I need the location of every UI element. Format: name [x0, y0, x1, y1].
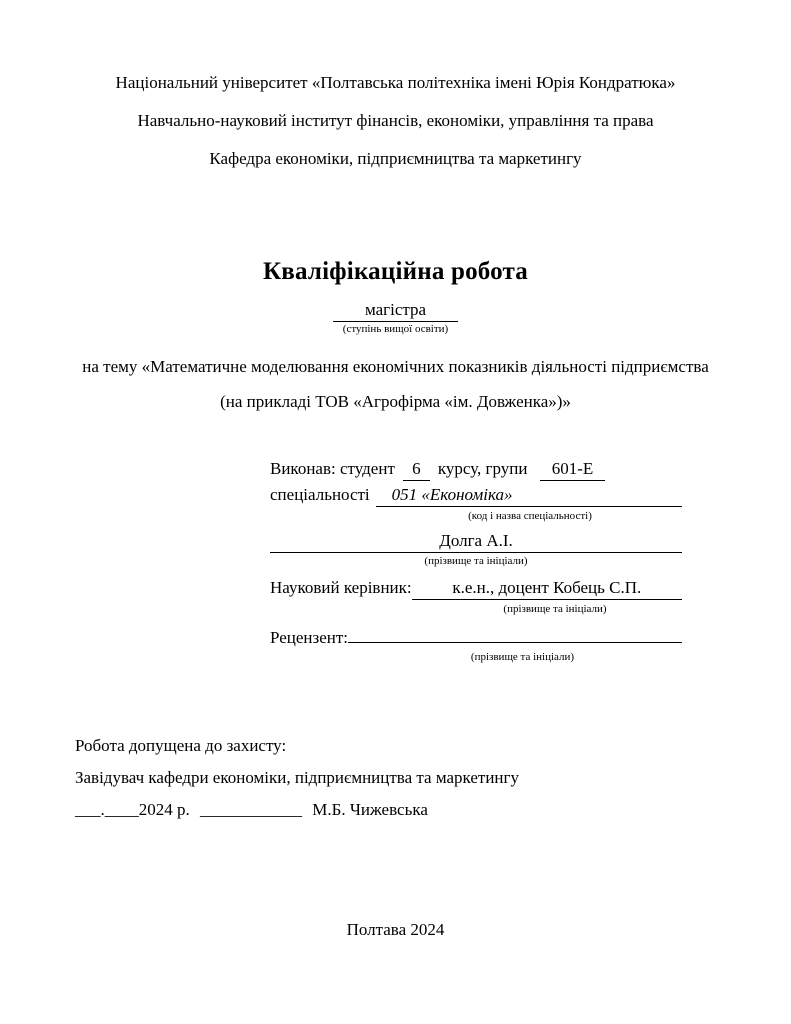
- degree-caption: (ступінь вищої освіти): [342, 323, 449, 335]
- signature-blank: ____________: [200, 800, 302, 819]
- course-suffix-label: курсу, групи: [437, 459, 528, 478]
- supervisor-label: Науковий керівник:: [270, 578, 412, 597]
- document-header: [0, 72, 791, 186]
- supervisor-caption: (прізвище та ініціали): [503, 603, 607, 615]
- reviewer-label: Рецензент:: [270, 628, 349, 647]
- executor-block: [270, 458, 682, 664]
- performed-label: Виконав: студент: [270, 459, 395, 478]
- degree-level: магістра: [333, 299, 458, 322]
- topic-line-1: на тему «Математичне моделювання економічних показників діяльності підприємства: [82, 357, 709, 376]
- specialty-label: спеціальності: [270, 485, 370, 504]
- reviewer-blank-line: [348, 641, 682, 643]
- topic-block: [0, 356, 791, 413]
- supervisor-row: [270, 577, 682, 600]
- student-name-caption: (прізвище та ініціали): [424, 555, 528, 567]
- performed-row: [270, 458, 682, 481]
- reviewer-row: [270, 627, 682, 648]
- admission-date-line: [75, 794, 731, 826]
- admission-line-2: Завідувач кафедри економіки, підприємництва та маркетингу: [75, 768, 520, 787]
- department-name: Кафедра економіки, підприємництва та маркетингу: [209, 149, 582, 168]
- admission-line-1: Робота допущена до захисту:: [75, 736, 287, 755]
- city-year: Полтава 2024: [346, 920, 445, 939]
- institute-name: Навчально-науковий інститут фінансів, економіки, управління та права: [137, 111, 654, 130]
- degree-row: [0, 299, 791, 322]
- reviewer-caption: (прізвище та ініціали): [470, 651, 575, 663]
- specialty-caption: (код і назва спеціальності): [468, 510, 592, 522]
- department-head-name: М.Б. Чижевська: [312, 800, 428, 819]
- admission-block: [75, 730, 731, 826]
- work-title: Кваліфікаційна робота: [262, 258, 529, 285]
- specialty-row: [270, 484, 682, 507]
- date-blank: ___.____2024 р.: [75, 800, 190, 819]
- topic-line-2: (на прикладі ТОВ «Агрофірма «ім. Довженка»)»: [220, 392, 571, 411]
- university-name: Національний університет «Полтавська політехніка імені Юрія Кондратюка»: [115, 73, 676, 92]
- group-value: 601-Е: [540, 458, 606, 481]
- specialty-value: 051 «Економіка»: [376, 484, 682, 507]
- student-name-line: Долга А.І.: [270, 530, 682, 553]
- supervisor-value: к.е.н., доцент Кобець С.П.: [412, 577, 682, 600]
- course-value: 6: [403, 458, 430, 481]
